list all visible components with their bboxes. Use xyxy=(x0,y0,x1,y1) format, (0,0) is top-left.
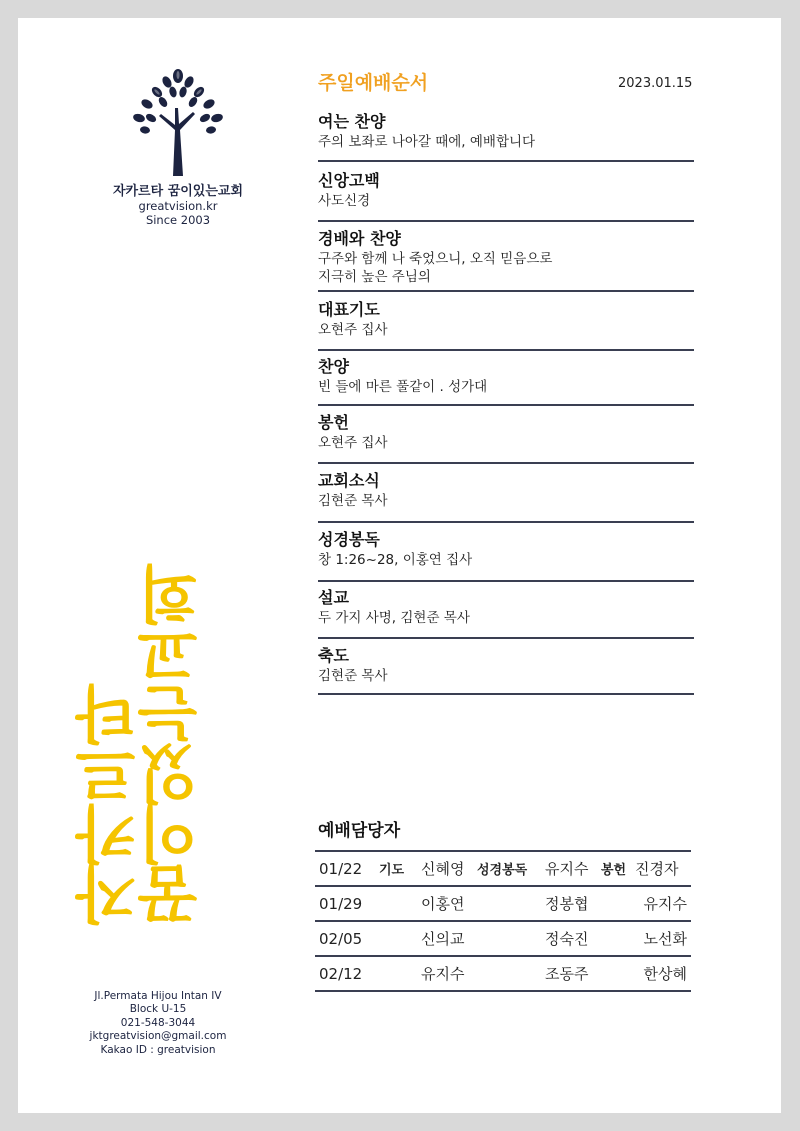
section-detail: 빈 들에 마른 풀같이 . 성가대 xyxy=(318,379,488,395)
address-line1: Jl.Permata Hijou Intan IV xyxy=(94,990,222,1002)
order-title: 주일예배순서 xyxy=(318,72,429,94)
staff-prayer: 유지수 xyxy=(421,956,477,991)
staff-date: 01/22 xyxy=(315,851,379,886)
tree-logo-icon xyxy=(123,68,233,176)
section-title: 경배와 찬양 xyxy=(318,229,401,248)
table-row xyxy=(315,886,691,921)
section-detail: 오현주 집사 xyxy=(318,435,388,451)
church-name: 자카르타 꿈이있는교회 xyxy=(112,184,244,199)
empty-cell xyxy=(477,921,545,956)
empty-cell xyxy=(379,921,421,956)
email-address: jktgreatvision@gmail.com xyxy=(89,1030,227,1043)
empty-cell xyxy=(601,886,635,921)
staff-offering: 유지수 xyxy=(635,886,691,921)
section-title: 신앙고백 xyxy=(318,171,380,190)
empty-cell xyxy=(601,921,635,956)
staff-table xyxy=(315,850,691,992)
section-detail: 구주와 함께 나 죽었으니, 오직 믿음으로 xyxy=(318,251,553,267)
table-row xyxy=(315,956,691,991)
empty-cell xyxy=(477,956,545,991)
order-section xyxy=(318,412,694,464)
section-detail-continued: 지극히 높은 주님의 xyxy=(318,269,431,285)
bulletin-page xyxy=(18,18,781,1113)
staff-date: 01/29 xyxy=(315,886,379,921)
section-detail: 사도신경 xyxy=(318,193,371,209)
staff-reading: 정숙진 xyxy=(545,921,601,956)
staff-offering: 한상혜 xyxy=(635,956,691,991)
staff-reading: 조동주 xyxy=(545,956,601,991)
since-text: Since 2003 xyxy=(145,213,211,227)
staff-prayer: 신혜영 xyxy=(421,851,477,886)
staff-reading: 정봉협 xyxy=(545,886,601,921)
staff-date: 02/05 xyxy=(315,921,379,956)
section-detail: 김현준 목사 xyxy=(318,668,388,684)
section-title: 찬양 xyxy=(318,357,349,376)
staff-heading: 예배담당자 xyxy=(318,821,401,841)
order-section xyxy=(318,645,694,695)
contact-info xyxy=(73,990,243,1057)
section-detail: 주의 보좌로 나아갈 때에, 예배합니다 xyxy=(318,134,536,150)
section-title: 교회소식 xyxy=(318,471,380,490)
order-section xyxy=(318,529,694,582)
section-detail: 창 1:26~28, 이홍연 집사 xyxy=(318,552,473,568)
empty-cell xyxy=(477,886,545,921)
staff-date: 02/12 xyxy=(315,956,379,991)
order-section xyxy=(318,111,694,162)
role-reading-label: 성경봉독 xyxy=(477,851,545,886)
website-text: greatvision.kr xyxy=(138,199,218,213)
order-date: 2023.01.15 xyxy=(618,76,693,91)
big-title-line2: 꿈이있는교회 xyxy=(136,566,209,926)
section-detail: 두 가지 사명, 김현준 목사 xyxy=(318,610,470,626)
section-title: 설교 xyxy=(318,588,349,607)
section-detail: 오현주 집사 xyxy=(318,322,388,338)
order-section xyxy=(318,299,694,351)
big-church-title xyxy=(74,566,209,926)
section-title: 축도 xyxy=(318,646,349,665)
section-title: 여는 찬양 xyxy=(318,112,386,131)
staff-prayer: 신의교 xyxy=(421,921,477,956)
staff-prayer: 이홍연 xyxy=(421,886,477,921)
big-title-line1: 자카르타 xyxy=(74,686,147,926)
address-line2: Block U-15 xyxy=(129,1003,187,1016)
section-title: 대표기도 xyxy=(318,300,380,319)
table-row xyxy=(315,921,691,956)
empty-cell xyxy=(379,886,421,921)
section-title: 봉헌 xyxy=(318,413,349,432)
table-row xyxy=(315,851,691,886)
order-section xyxy=(318,470,694,523)
section-detail: 김현준 목사 xyxy=(318,493,388,509)
order-section xyxy=(318,356,694,406)
phone-number: 021-548-3044 xyxy=(120,1016,196,1029)
order-section xyxy=(318,587,694,639)
staff-reading: 유지수 xyxy=(545,851,601,886)
empty-cell xyxy=(601,956,635,991)
role-prayer-label: 기도 xyxy=(379,851,421,886)
order-section xyxy=(318,228,694,292)
order-section xyxy=(318,170,694,222)
church-logo xyxy=(103,68,253,227)
kakao-id: Kakao ID : greatvision xyxy=(100,1043,216,1056)
section-title: 성경봉독 xyxy=(318,530,380,549)
staff-offering: 노선화 xyxy=(635,921,691,956)
role-offering-label: 봉헌 xyxy=(601,851,635,886)
staff-offering: 진경자 xyxy=(635,851,691,886)
empty-cell xyxy=(379,956,421,991)
